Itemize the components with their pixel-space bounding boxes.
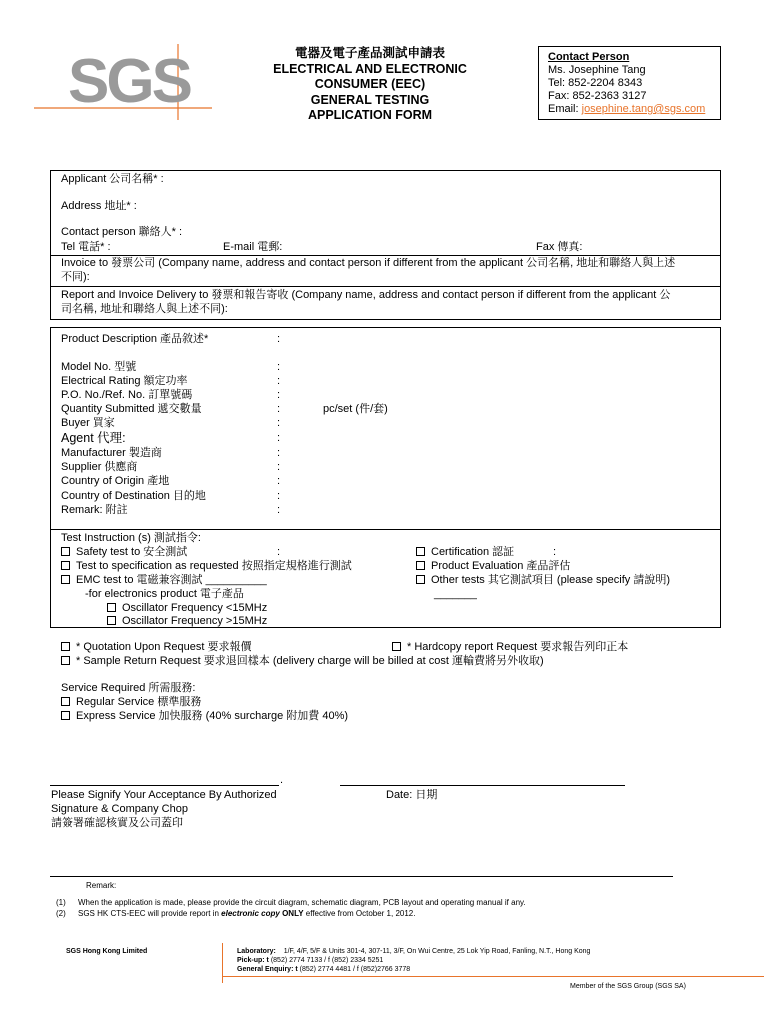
product-field-label: Product Description 產品敘述*	[61, 333, 209, 345]
electronics-product-label: -for electronics product 電子產品	[85, 588, 244, 600]
certification-checkbox[interactable]	[416, 547, 425, 556]
product-field-input[interactable]: :	[277, 490, 281, 502]
product-field-input[interactable]: :	[277, 375, 281, 387]
applicant-field[interactable]: Applicant 公司名稱* :	[61, 173, 164, 185]
address-field[interactable]: Address 地址* :	[61, 200, 137, 212]
report-delivery-field[interactable]: Report and Invoice Delivery to 發票和報告寄收 (Company name, address and contact person if different from the applicant 公	[61, 289, 671, 301]
certification-option[interactable]	[416, 545, 514, 559]
product-field-input[interactable]: :	[277, 403, 281, 415]
osc-high-checkbox[interactable]	[107, 616, 116, 625]
product-field-input[interactable]: :	[277, 461, 281, 473]
product-field-label: P.O. No./Ref. No. 訂單號碼	[61, 389, 193, 401]
remark-text-2	[78, 909, 415, 919]
footer-orange-vline	[222, 943, 223, 983]
osc-low-checkbox[interactable]	[107, 603, 116, 612]
product-field-label: Remark: 附註	[61, 504, 128, 516]
pickup-numbers: (852) 2774 7133 / f (852) 2334 5251	[268, 957, 384, 964]
footer-company: SGS Hong Kong Limited	[66, 948, 148, 955]
contact-person-field[interactable]: Contact person 聯絡人* :	[61, 226, 183, 238]
osc-low-label: Oscillator Frequency <15MHz	[122, 602, 268, 614]
sample-return-label: * Sample Return Request 要求退回樣本 (delivery charge will be billed at cost 運輸費將另外收取)	[76, 655, 544, 667]
certification-label: Certification 認証	[431, 546, 515, 558]
date-label: Date: 日期	[386, 789, 438, 801]
form-title	[255, 46, 485, 124]
product-field-input[interactable]: :	[277, 389, 281, 401]
test-instruction-heading: Test Instruction (s) 測試指令:	[61, 532, 201, 544]
laboratory-address: 1/F, 4/F, 5/F & Units 301-4, 307-11, 3/F, On Wui Centre, 25 Lok Yip Road, Fanling, N.T., Hong Kong	[283, 948, 591, 955]
spec-test-label: Test to specification as requested 按照指定規格進行測試	[76, 560, 352, 572]
remark-text-2-start: SGS HK CTS-EEC will provide report in	[78, 909, 222, 918]
emc-test-checkbox[interactable]	[61, 575, 70, 584]
remark-number-1: (1)	[56, 898, 66, 907]
sgs-logo	[30, 40, 212, 122]
contact-email-row	[548, 103, 720, 116]
hardcopy-checkbox[interactable]	[392, 642, 401, 651]
contact-name: Ms. Josephine Tang	[548, 64, 646, 76]
spec-test-option[interactable]	[61, 559, 352, 573]
osc-low-option[interactable]	[107, 601, 267, 615]
footer-pickup	[237, 956, 383, 965]
footer-member: Member of the SGS Group (SGS SA)	[570, 983, 686, 990]
footer-enquiry	[237, 965, 410, 974]
product-field-label: Manufacturer 製造商	[61, 447, 162, 459]
other-tests-option[interactable]	[416, 573, 670, 587]
express-service-option[interactable]	[61, 709, 348, 723]
enquiry-label: General Enquiry: t	[237, 966, 298, 973]
title-line-5: APPLICATION FORM	[307, 108, 433, 122]
remark-heading: Remark:	[86, 881, 117, 890]
product-field-input[interactable]: :	[277, 417, 281, 429]
contact-tel: Tel: 852-2204 8343	[548, 77, 643, 89]
footer-laboratory	[237, 947, 590, 956]
product-field-label: Buyer 買家	[61, 417, 115, 429]
regular-service-option[interactable]	[61, 695, 201, 709]
product-field-input[interactable]: :	[277, 504, 281, 516]
other-tests-blank[interactable]: _______	[434, 588, 477, 600]
product-evaluation-option[interactable]	[416, 559, 570, 573]
email-field[interactable]: E-mail 電郵:	[223, 241, 283, 253]
safety-test-option[interactable]	[61, 545, 187, 559]
fax-field[interactable]: Fax 傳真:	[536, 241, 583, 253]
contact-box	[538, 46, 721, 120]
contact-heading: Contact Person	[548, 51, 630, 63]
quantity-unit: pc/set (件/套)	[323, 403, 388, 415]
product-field-label: Supplier 供應商	[61, 461, 138, 473]
title-chinese: 電器及電子產品測試申請表	[294, 46, 445, 60]
contact-email-link[interactable]: josephine.tang@sgs.com	[581, 103, 706, 115]
footer-orange-hline	[222, 976, 764, 977]
regular-service-label: Regular Service 標準服務	[76, 696, 202, 708]
regular-service-checkbox[interactable]	[61, 697, 70, 706]
title-line-2: ELECTRICAL AND ELECTRONIC	[273, 61, 467, 76]
safety-test-checkbox[interactable]	[61, 547, 70, 556]
logo-text: SGS	[68, 47, 190, 116]
hardcopy-label: * Hardcopy report Request 要求報告列印正本	[407, 641, 629, 653]
product-field-label: Quantity Submitted 遞交數量	[61, 403, 202, 415]
certification-colon: :	[553, 546, 557, 558]
date-line[interactable]	[340, 785, 625, 786]
title-line-3: CONSUMER (EEC)	[314, 77, 426, 91]
laboratory-label: Laboratory:	[237, 948, 276, 955]
remark-text-1: When the application is made, please provide the circuit diagram, schematic diagram, PCB layout and operating manual if any.	[78, 898, 526, 907]
remark-top-line	[50, 876, 673, 877]
signature-label-3: 請簽署確認核實及公司蓋印	[51, 817, 183, 829]
product-field-input[interactable]: :	[277, 361, 281, 373]
title-line-4: GENERAL TESTING	[310, 92, 430, 107]
product-evaluation-label: Product Evaluation 產品評估	[431, 560, 571, 572]
emc-test-label: EMC test to 電磁兼容測試 __________	[76, 574, 267, 586]
product-field-input[interactable]: :	[277, 333, 281, 345]
safety-test-colon: :	[277, 546, 281, 558]
enquiry-numbers: (852) 2774 4481 / f (852)2766 3778	[297, 966, 411, 973]
invoice-divider	[50, 286, 721, 287]
product-field-label: Country of Destination 目的地	[61, 490, 206, 502]
product-evaluation-checkbox[interactable]	[416, 561, 425, 570]
product-field-label: Model No. 型號	[61, 361, 137, 373]
remark-number-2: (2)	[56, 909, 66, 918]
product-divider	[50, 529, 721, 530]
sample-return-option[interactable]	[61, 654, 544, 668]
invoice-field[interactable]: Invoice to 發票公司 (Company name, address and contact person if different from the applicant 公司名稱, 地址和聯絡人與上述	[61, 257, 676, 269]
signature-line[interactable]	[50, 785, 279, 786]
emc-test-option[interactable]	[61, 573, 267, 587]
remark-text-2-only: ONLY	[279, 909, 304, 918]
other-tests-label: Other tests 其它測試項目 (please specify 請說明)	[431, 574, 670, 586]
report-delivery-field-cont: 司名稱, 地址和聯絡人與上述不同):	[61, 303, 228, 315]
remark-text-2-end: effective from October 1, 2012.	[303, 909, 416, 918]
product-field-label: Agent 代理:	[61, 431, 126, 445]
tel-field[interactable]: Tel 電話* :	[61, 241, 111, 253]
product-field-input[interactable]: :	[277, 475, 281, 487]
quotation-checkbox[interactable]	[61, 642, 70, 651]
sample-return-checkbox[interactable]	[61, 656, 70, 665]
product-field-label: Electrical Rating 額定功率	[61, 375, 188, 387]
osc-high-option[interactable]	[107, 614, 267, 628]
contact-fax: Fax: 852-2363 3127	[548, 90, 647, 102]
signature-dot: .	[280, 774, 284, 786]
service-heading: Service Required 所需服務:	[61, 682, 196, 694]
osc-high-label: Oscillator Frequency >15MHz	[122, 615, 268, 627]
quotation-option[interactable]	[61, 640, 251, 654]
product-field-input[interactable]: :	[277, 432, 281, 444]
product-field-input[interactable]: :	[277, 447, 281, 459]
safety-test-label: Safety test to 安全測試	[76, 546, 188, 558]
remark-text-2-emphasis: electronic copy	[221, 909, 280, 918]
signature-label-1: Please Signify Your Acceptance By Authorized	[51, 789, 277, 801]
spec-test-checkbox[interactable]	[61, 561, 70, 570]
express-service-checkbox[interactable]	[61, 711, 70, 720]
contact-email-label: Email:	[548, 103, 582, 115]
pickup-label: Pick-up: t	[237, 957, 269, 964]
hardcopy-option[interactable]	[392, 640, 628, 654]
invoice-field-cont: 不同):	[61, 271, 90, 283]
other-tests-checkbox[interactable]	[416, 575, 425, 584]
quotation-label: * Quotation Upon Request 要求報價	[76, 641, 252, 653]
express-service-label: Express Service 加快服務 (40% surcharge 附加費 40%)	[76, 710, 349, 722]
signature-label-2: Signature & Company Chop	[51, 803, 188, 815]
product-field-label: Country of Origin 產地	[61, 475, 170, 487]
